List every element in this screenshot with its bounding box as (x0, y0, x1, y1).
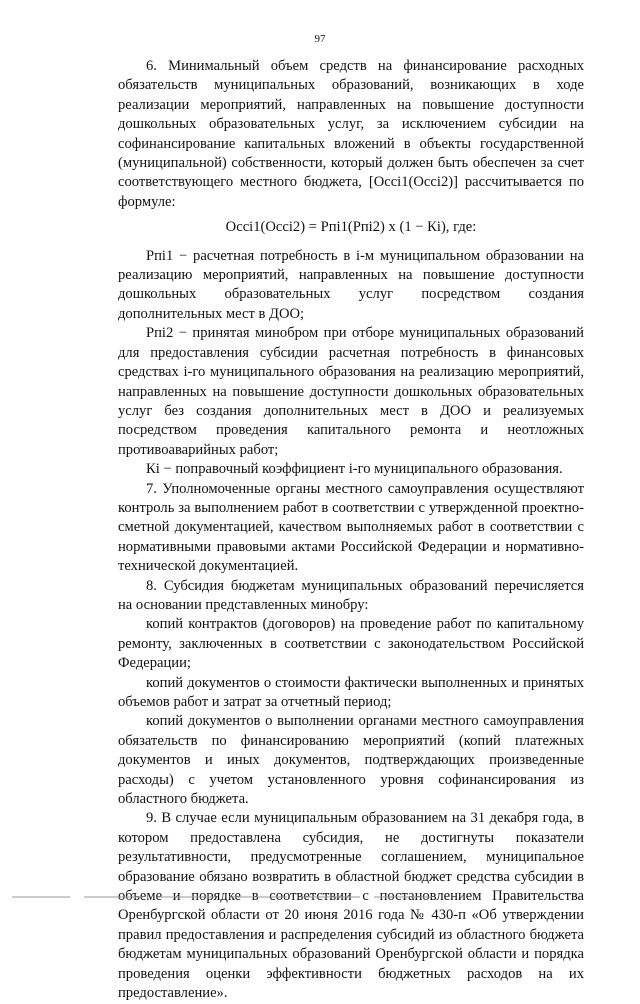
page-number: 97 (314, 33, 326, 45)
paragraph-9: 9. В случае если муниципальным образованием на 31 декабря года, в котором предоставлена субсидия, не достигнуты показатели результативности, предусмотренные соглашением, муниципальное образование обязано возвратить в областной бюджет средства субсидии в объеме и порядке в соответствии с постановлением Правительства Оренбургской области от 20 июня 2016 года № 430-п «Об утверждении правил предоставления и распределения субсидий из областного бюджета бюджетам муниципальных образований Оренбургской области и порядка проведения оценки эффективности бюджетных расходов на их предоставление». (118, 810, 584, 1002)
definition-pni2: Рпi2 − принятая минобром при отборе муниципальных образований для предоставления субсидии расчетная потребность в финансовых средствах i-го муниципального образования на реализацию мероприятий, направленных на повышение доступности дошкольных образовательных услуг без создания дополнительных мест в ДОО и реализуемых посредством проведения капитального ремонта и неотложных противоаварийных работ; (118, 325, 584, 458)
paragraph-8-item-costs: копий документов о стоимости фактически выполненных и принятых объемов работ и затрат за отчетный период; (118, 674, 584, 710)
paragraph-6: 6. Минимальный объем средств на финансирование расходных обязательств муниципальных образований, возникающих в ходе реализации мероприятий, направленных на повышение доступности дошкольных образовательных услуг, за исключением субсидии на софинансирование капитальных вложений в объекты государственной (муниципальной) собственности, который должен быть обеспечен за счет соответствующего местного бюджета, [Occi1(Occi2)] рассчитывается по формуле: (118, 58, 584, 210)
paragraph-7: 7. Уполномоченные органы местного самоуправления осуществляют контроль за выполнением работ в соответствии с утвержденной проектно-сметной документацией, качеством выполняемых работ в соответствии с нормативными правовыми актами Российской Федерации и нормативно-технической документацией. (118, 480, 584, 575)
paragraph-8-item-obligations: копий документов о выполнении органами местного самоуправления обязательств по финансированию мероприятий (копий платежных документов и иных документов, подтверждающих произведенные расходы) с учетом установленного уровня софинансирования из областного бюджета. (118, 713, 584, 808)
definition-ki: Кi − поправочный коэффициент i-го муниципального образования. (146, 461, 563, 478)
document-body (118, 57, 584, 1004)
paragraph-8: 8. Субсидия бюджетам муниципальных образований перечисляется на основании представленных минобру: (118, 577, 584, 613)
formula: Occi1(Occi2) = Рпi1(Рпi2) x (1 − Кi), где: (225, 219, 477, 236)
paragraph-8-item-contracts: копий контрактов (договоров) на проведение работ по капитальному ремонту, заключенных в соответствии с законодательством Российской Федерации; (118, 616, 584, 672)
scan-footer-artifact (12, 896, 432, 900)
definition-pni1: Рпi1 − расчетная потребность в i-м муниципальном образовании на реализацию мероприятий, направленных на повышение доступности дошкольных образовательных услуг посредством создания дополнительных мест в ДОО; (118, 247, 584, 322)
